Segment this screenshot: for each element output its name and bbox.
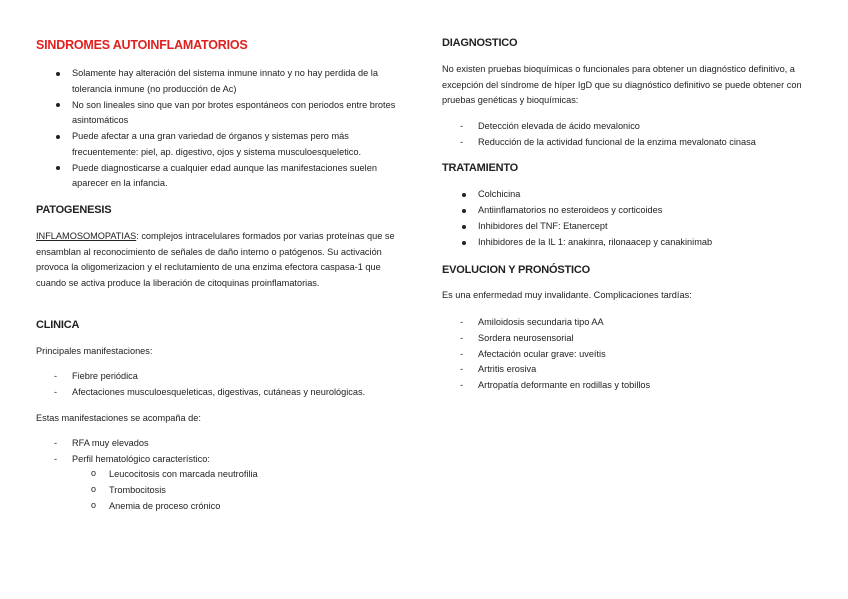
right-column bbox=[442, 0, 818, 599]
tratamiento-heading: TRATAMIENTO bbox=[442, 162, 519, 174]
list-item: No son lineales sino que van por brotes espontáneos con periodos entre brotes asintomáticos bbox=[36, 98, 408, 129]
list-item: Antiinflamatorios no esteroideos y corticoides bbox=[442, 203, 818, 219]
list-item: - Amiloidosis secundaria tipo AA bbox=[442, 315, 818, 331]
list-item: - Detección elevada de ácido mevalonico bbox=[442, 119, 818, 135]
list-item: - Sordera neurosensorial bbox=[442, 331, 818, 347]
list-item: Colchicina bbox=[442, 187, 818, 203]
clinica-intro: Principales manifestaciones: bbox=[36, 346, 153, 356]
acompana-list bbox=[36, 436, 408, 468]
patogenesis-text: : complejos intracelulares formados por varias proteínas que se ensamblan al reconocimiento de señales de daño interno o patógenos. Su activación provoca la oligomerizacion y el reclutamiento de una enzima efectora caspasa-1 que cuando se activa produce la liberación de citoquinas proinflamatorias. bbox=[36, 231, 395, 288]
list-item: Puede afectar a una gran variedad de órganos y sistemas pero más frecuentemente: piel, ap. digestivo, ojos y sistema musculoesqueletico. bbox=[36, 129, 408, 160]
list-item: - Fiebre periódica bbox=[36, 369, 408, 385]
list-item: Inhibidores del TNF: Etanercept bbox=[442, 219, 818, 235]
list-item: - Perfil hematológico característico: bbox=[36, 452, 408, 468]
list-item: o Leucocitosis con marcada neutrofilia bbox=[91, 467, 391, 483]
left-column bbox=[36, 0, 408, 599]
inflamosomopatias-term: INFLAMOSOMOPATIAS bbox=[36, 231, 137, 241]
tratamiento-list bbox=[442, 187, 818, 251]
diagnostico-paragraph: No existen pruebas bioquímicas o funcionales para obtener un diagnóstico definitivo, a excepción del síndrome de híper IgD que su diagnóstico definitivo se puede obtener con pruebas genéticas y bioquímicas: bbox=[442, 64, 802, 105]
patogenesis-paragraph bbox=[36, 229, 408, 291]
document-title: SINDROMES AUTOINFLAMATORIOS bbox=[36, 38, 248, 52]
list-item: o Trombocitosis bbox=[91, 483, 391, 499]
acompana-intro: Estas manifestaciones se acompaña de: bbox=[36, 413, 201, 423]
list-item: Inhibidores de la IL 1: anakinra, rilonaacep y canakinimab bbox=[442, 235, 818, 251]
manifestaciones-list bbox=[36, 369, 408, 401]
clinica-heading: CLINICA bbox=[36, 319, 80, 331]
list-item: - Artropatía deformante en rodillas y tobillos bbox=[442, 378, 818, 394]
complicaciones-list bbox=[442, 315, 818, 394]
list-item: Puede diagnosticarse a cualquier edad aunque las manifestaciones suelen aparecer en la infancia. bbox=[36, 161, 408, 192]
evolucion-heading: EVOLUCION Y PRONÓSTICO bbox=[442, 264, 590, 276]
list-item: - Afectaciones musculoesqueleticas, digestivas, cutáneas y neurológicas. bbox=[36, 385, 408, 401]
list-item: - Artritis erosiva bbox=[442, 362, 818, 378]
list-item: Solamente hay alteración del sistema inmune innato y no hay perdida de la tolerancia inmune (no producción de Ac) bbox=[36, 66, 408, 97]
list-item: - RFA muy elevados bbox=[36, 436, 408, 452]
patogenesis-heading: PATOGENESIS bbox=[36, 204, 112, 216]
perfil-hematologico-list bbox=[91, 467, 391, 514]
diagnostico-heading: DIAGNOSTICO bbox=[442, 37, 518, 49]
intro-bullet-list bbox=[36, 66, 408, 192]
list-item: - Reducción de la actividad funcional de la enzima mevalonato cinasa bbox=[442, 135, 818, 151]
list-item: o Anemia de proceso crónico bbox=[91, 499, 391, 515]
diagnostico-list bbox=[442, 119, 818, 151]
evolucion-paragraph: Es una enfermedad muy invalidante. Complicaciones tardías: bbox=[442, 290, 692, 300]
list-item: - Afectación ocular grave: uveítis bbox=[442, 347, 818, 363]
